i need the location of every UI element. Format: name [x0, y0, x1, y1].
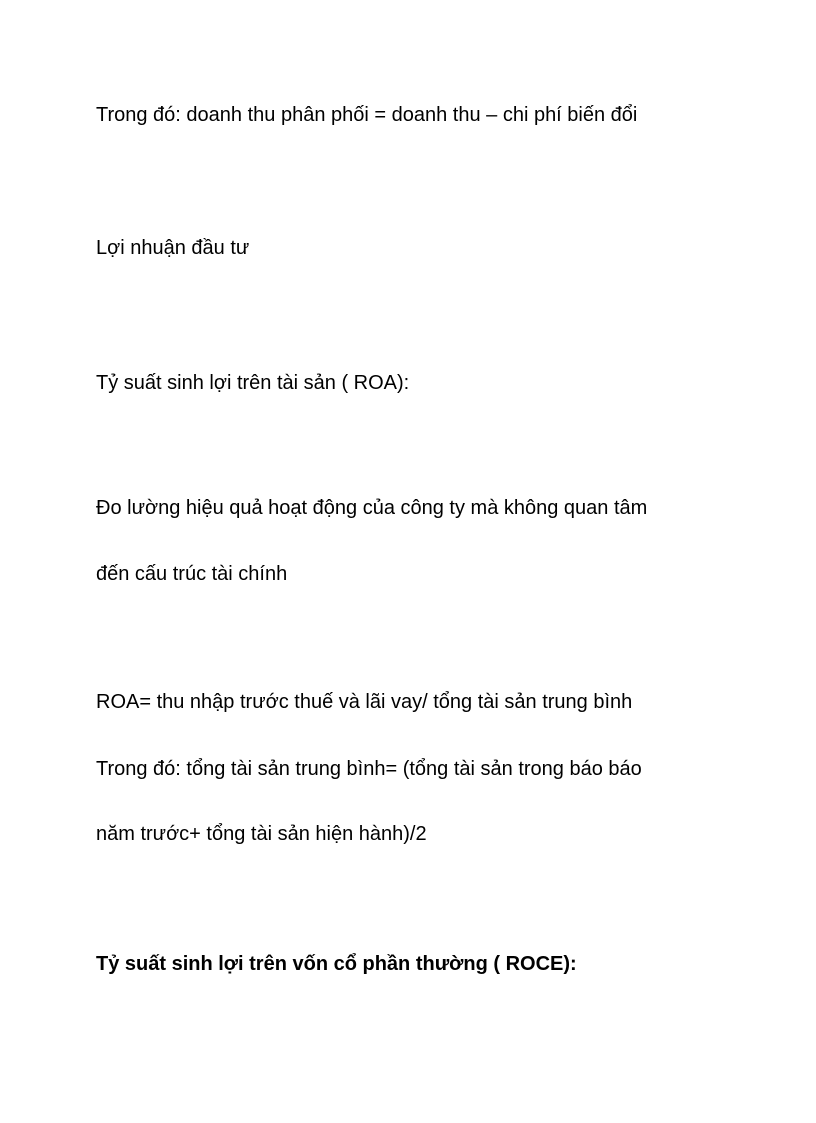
text-line-investment-profit: Lợi nhuận đầu tư — [96, 237, 250, 259]
text-line-roce-heading: Tỷ suất sinh lợi trên vốn cổ phần thường ( ROCE): — [96, 953, 577, 975]
text-line-average-assets-definition-2: năm trước+ tổng tài sản hiện hành)/2 — [96, 823, 427, 845]
text-line-distribution-revenue-definition: Trong đó: doanh thu phân phối = doanh thu – chi phí biến đổi — [96, 104, 638, 126]
text-line-average-assets-definition-1: Trong đó: tổng tài sản trung bình= (tổng tài sản trong báo báo — [96, 758, 642, 780]
text-line-roa-heading: Tỷ suất sinh lợi trên tài sản ( ROA): — [96, 372, 410, 394]
text-line-roa-description-1: Đo lường hiệu quả hoạt động của công ty mà không quan tâm — [96, 497, 648, 519]
text-line-roa-description-2: đến cấu trúc tài chính — [96, 563, 288, 585]
text-line-roa-formula: ROA= thu nhập trước thuế và lãi vay/ tổng tài sản trung bình — [96, 691, 633, 713]
